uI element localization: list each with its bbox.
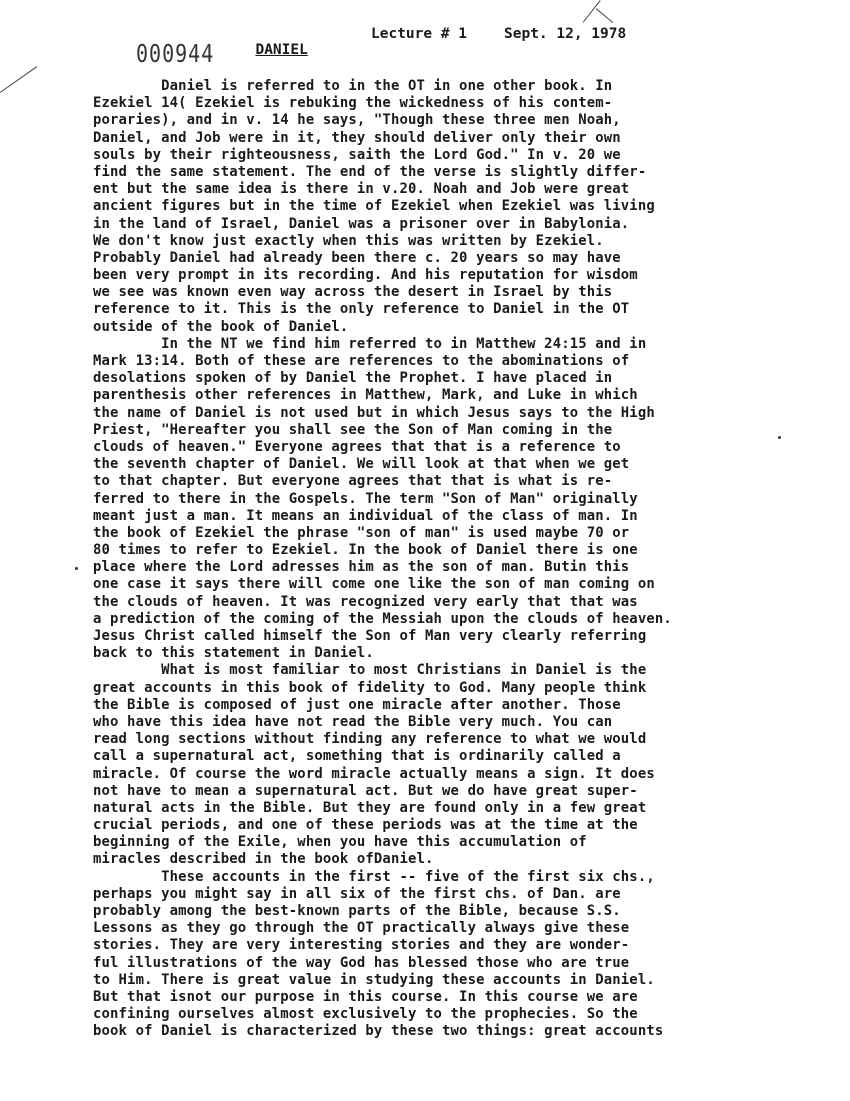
text-line: to Him. There is great value in studying these accounts in Daniel. — [93, 971, 655, 988]
text-line: a prediction of the coming of the Messiah upon the clouds of heaven. — [93, 610, 672, 627]
text-line: natural acts in the Bible. But they are found only in a few great — [93, 799, 647, 816]
text-line: not have to mean a supernatural act. But we do have great super- — [93, 782, 638, 799]
text-line: But that isnot our purpose in this course. In this course we are — [93, 988, 638, 1005]
stray-pen-mark — [0, 66, 37, 93]
stray-dot — [75, 567, 78, 570]
header-title: DANIEL — [255, 42, 308, 58]
text-line: perhaps you might say in all six of the first chs. of Dan. are — [93, 885, 621, 902]
text-line: the seventh chapter of Daniel. We will look at that when we get — [93, 456, 630, 473]
text-line: Daniel is referred to in the OT in one other book. In — [93, 78, 613, 94]
text-line: meant just a man. It means an individual of the class of man. In — [93, 507, 638, 524]
text-line: the book of Ezekiel the phrase "son of man" is used maybe 70 or — [93, 524, 630, 541]
text-line: one case it says there will come one like the son of man coming on — [93, 576, 655, 593]
text-line: place where the Lord adresses him as the son of man. Butin this — [93, 559, 630, 576]
text-line: souls by their righteousness, saith the Lord God." In v. 20 we — [93, 146, 621, 163]
text-line: desolations spoken of by Daniel the Prophet. I have placed in — [93, 370, 613, 387]
text-line: the clouds of heaven. It was recognized very early that that was — [93, 593, 638, 610]
text-line: 80 times to refer to Ezekiel. In the book of Daniel there is one — [93, 542, 638, 559]
text-line: parenthesis other references in Matthew, Mark, and Luke in which — [93, 387, 638, 404]
text-line: been very prompt in its recording. And his reputation for wisdom — [93, 267, 638, 284]
text-line: read long sections without finding any reference to what we would — [93, 731, 647, 748]
text-line: Ezekiel 14( Ezekiel is rebuking the wickedness of his contem- — [93, 95, 613, 112]
stray-pen-mark — [596, 8, 613, 23]
text-line: Jesus Christ called himself the Son of Man very clearly referring — [93, 628, 647, 644]
text-line: ful illustrations of the way God has blessed those who are true — [93, 954, 630, 971]
text-line: to that chapter. But everyone agrees that that is what is re- — [93, 473, 613, 490]
header-date: Sept. 12, 1978 — [504, 26, 627, 42]
text-line: Mark 13:14. Both of these are references to the abominations of — [93, 353, 630, 369]
text-line: Priest, "Hereafter you shall see the Son of Man coming in the — [93, 421, 613, 438]
text-line: the Bible is composed of just one miracle after another. Those — [93, 696, 621, 713]
text-line: clouds of heaven." Everyone agrees that that is a reference to — [93, 438, 621, 455]
document-page-id: 000944 — [136, 38, 215, 68]
text-line: book of Daniel is characterized by these two things: great accounts — [93, 1023, 664, 1040]
text-line: back to this statement in Daniel. — [93, 645, 374, 662]
text-line: miracle. Of course the word miracle actually means a sign. It does — [93, 765, 655, 782]
text-line: In the NT we find him referred to in Matthew 24:15 and in — [93, 335, 647, 352]
text-line: ancient figures but in the time of Ezekiel when Ezekiel was living — [93, 198, 655, 215]
text-line: ferred to there in the Gospels. The term "Son of Man" originally — [93, 490, 638, 507]
text-line: Lessons as they go through the OT practically always give these — [93, 920, 630, 937]
lecture-body-text — [93, 78, 838, 1041]
text-line: ent but the same idea is there in v.20. Noah and Job were great — [93, 181, 630, 198]
text-line: We don't know just exactly when this was written by Ezekiel. — [93, 232, 604, 249]
text-line: reference to it. This is the only reference to Daniel in the OT — [93, 301, 630, 318]
text-line: in the land of Israel, Daniel was a prisoner over in Babylonia. — [93, 215, 630, 232]
text-line: crucial periods, and one of these periods was at the time at the — [93, 817, 638, 834]
text-line: poraries), and in v. 14 he says, "Though these three men Noah, — [93, 112, 621, 129]
header-lecture-number: Lecture # 1 — [371, 26, 468, 42]
text-line: we see was known even way across the desert in Israel by this — [93, 284, 613, 301]
text-line: stories. They are very interesting stories and they are wonder- — [93, 937, 630, 954]
text-line: miracles described in the book ofDaniel. — [93, 851, 434, 868]
text-line: probably among the best-known parts of the Bible, because S.S. — [93, 903, 621, 919]
text-line: find the same statement. The end of the verse is slightly differ- — [93, 163, 647, 180]
text-line: great accounts in this book of fidelity to God. Many people think — [93, 679, 647, 696]
text-line: the name of Daniel is not used but in which Jesus says to the High — [93, 404, 655, 421]
text-line: call a supernatural act, something that is ordinarily called a — [93, 748, 621, 765]
text-line: outside of the book of Daniel. — [93, 318, 349, 335]
text-line: Probably Daniel had already been there c. 20 years so may have — [93, 249, 621, 266]
text-line: What is most familiar to most Christians in Daniel is the — [93, 662, 647, 679]
text-line: beginning of the Exile, when you have this accumulation of — [93, 834, 587, 851]
text-line: Daniel, and Job were in it, they should deliver only their own — [93, 129, 621, 146]
text-line: who have this idea have not read the Bible very much. You can — [93, 713, 613, 730]
text-line: These accounts in the first -- five of the first six chs., — [93, 868, 655, 885]
text-line: confining ourselves almost exclusively to the prophecies. So the — [93, 1006, 638, 1023]
